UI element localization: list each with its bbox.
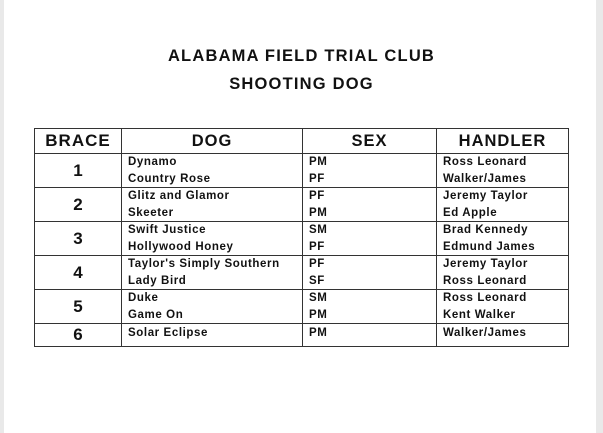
table-row bbox=[35, 188, 569, 222]
sex-cell bbox=[303, 154, 437, 188]
sex-cell bbox=[303, 256, 437, 290]
handler-name: Brad Kennedy bbox=[443, 224, 529, 236]
column-header-sex: SEX bbox=[303, 129, 437, 154]
dog-cell bbox=[122, 290, 303, 324]
handler-cell bbox=[437, 290, 569, 324]
brace-number: 3 bbox=[35, 222, 122, 256]
dog-name: Skeeter bbox=[128, 206, 174, 219]
handler-cell bbox=[437, 188, 569, 222]
document-title: ALABAMA FIELD TRIAL CLUB bbox=[167, 47, 436, 65]
document-subtitle: SHOOTING DOG bbox=[229, 75, 374, 93]
dog-sex: PM bbox=[309, 156, 328, 168]
table-row bbox=[35, 154, 569, 188]
sex-cell bbox=[303, 324, 437, 347]
handler-cell bbox=[437, 256, 569, 290]
sex-cell bbox=[303, 222, 437, 256]
handler-cell bbox=[437, 154, 569, 188]
handler-name: Jeremy Taylor bbox=[443, 258, 528, 270]
dog-sex: PF bbox=[309, 190, 325, 202]
dog-cell bbox=[122, 188, 303, 222]
table-header-row bbox=[35, 129, 569, 154]
dog-sex: SF bbox=[309, 274, 325, 287]
dog-sex: SM bbox=[309, 224, 328, 236]
sex-cell bbox=[303, 290, 437, 324]
column-header-dog: DOG bbox=[122, 129, 303, 154]
dog-name: Lady Bird bbox=[128, 274, 187, 287]
brace-number: 4 bbox=[35, 256, 122, 290]
dog-name: Duke bbox=[128, 292, 159, 304]
dog-cell bbox=[122, 324, 303, 347]
dog-sex: PF bbox=[309, 240, 325, 253]
brace-number: 2 bbox=[35, 188, 122, 222]
handler-name: Kent Walker bbox=[443, 308, 516, 321]
dog-sex: PF bbox=[309, 258, 325, 270]
dog-name: Swift Justice bbox=[128, 224, 207, 236]
dog-name: Taylor's Simply Southern bbox=[128, 258, 280, 270]
handler-name: Ross Leonard bbox=[443, 292, 527, 304]
table-body bbox=[35, 154, 569, 347]
column-header-handler: HANDLER bbox=[437, 129, 569, 154]
handler-cell bbox=[437, 222, 569, 256]
dog-name: Glitz and Glamor bbox=[128, 190, 230, 202]
handler-cell bbox=[437, 324, 569, 347]
handler-name: Ross Leonard bbox=[443, 274, 527, 287]
dog-name: Dynamo bbox=[128, 156, 177, 168]
dog-name: Solar Eclipse bbox=[128, 327, 209, 339]
dog-sex: PM bbox=[309, 327, 328, 339]
dog-cell bbox=[122, 256, 303, 290]
handler-name: Ross Leonard bbox=[443, 156, 527, 168]
brace-number: 1 bbox=[35, 154, 122, 188]
column-header-brace: BRACE bbox=[35, 129, 122, 154]
dog-cell bbox=[122, 154, 303, 188]
handler-name: Edmund James bbox=[443, 240, 536, 253]
dog-name: Game On bbox=[128, 308, 184, 321]
sex-cell bbox=[303, 188, 437, 222]
table-row bbox=[35, 324, 569, 347]
dog-name: Hollywood Honey bbox=[128, 240, 234, 253]
table-row bbox=[35, 222, 569, 256]
dog-sex: PM bbox=[309, 308, 328, 321]
brace-table bbox=[34, 128, 569, 347]
brace-number: 5 bbox=[35, 290, 122, 324]
handler-name: Walker/James bbox=[443, 172, 527, 185]
dog-sex: PM bbox=[309, 206, 328, 219]
handler-name: Ed Apple bbox=[443, 206, 498, 219]
brace-number: 6 bbox=[35, 324, 122, 347]
table-row bbox=[35, 256, 569, 290]
dog-name: Country Rose bbox=[128, 172, 211, 185]
handler-name: Walker/James bbox=[443, 327, 527, 339]
table-row bbox=[35, 290, 569, 324]
handler-name: Jeremy Taylor bbox=[443, 190, 528, 202]
dog-cell bbox=[122, 222, 303, 256]
dog-sex: PF bbox=[309, 172, 325, 185]
dog-sex: SM bbox=[309, 292, 328, 304]
